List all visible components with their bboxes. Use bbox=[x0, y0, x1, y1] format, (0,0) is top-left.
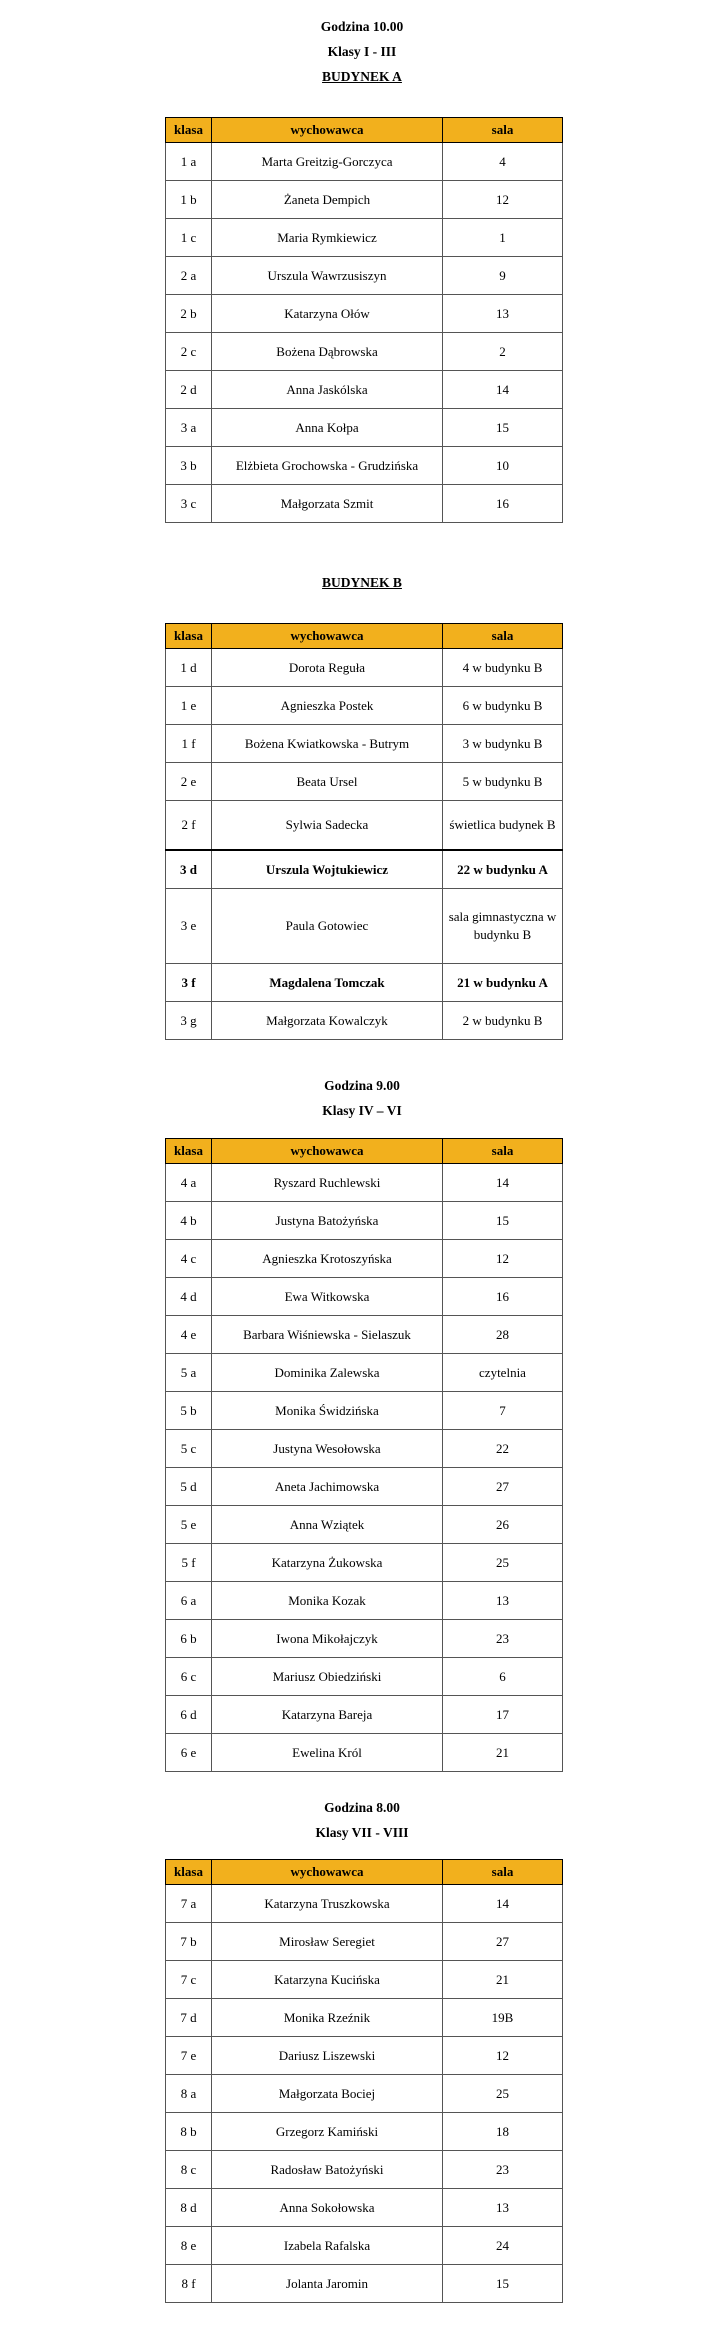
table-row bbox=[166, 763, 563, 801]
cell-klasa: 5 b bbox=[166, 1392, 212, 1430]
table-row bbox=[166, 2189, 563, 2227]
section-4-headings bbox=[0, 1795, 724, 1845]
cell-wychowawca: Małgorzata Bociej bbox=[212, 2075, 443, 2113]
cell-sala: 13 bbox=[443, 1582, 563, 1620]
table-row bbox=[166, 371, 563, 409]
cell-sala: 22 bbox=[443, 1430, 563, 1468]
cell-sala: 18 bbox=[443, 2113, 563, 2151]
cell-sala: 23 bbox=[443, 1620, 563, 1658]
cell-sala: 2 bbox=[443, 333, 563, 371]
table-row bbox=[166, 1544, 563, 1582]
cell-sala: 6 bbox=[443, 1658, 563, 1696]
building-heading: BUDYNEK A bbox=[322, 69, 402, 84]
header-wychowawca: wychowawca bbox=[212, 624, 443, 649]
table-row bbox=[166, 687, 563, 725]
table-klasy-vii-viii bbox=[165, 1859, 563, 2303]
cell-klasa: 6 b bbox=[166, 1620, 212, 1658]
cell-wychowawca: Monika Kozak bbox=[212, 1582, 443, 1620]
table-row bbox=[166, 850, 563, 889]
cell-wychowawca: Katarzyna Żukowska bbox=[212, 1544, 443, 1582]
header-wychowawca: wychowawca bbox=[212, 1139, 443, 1164]
table-row bbox=[166, 964, 563, 1002]
cell-sala: 17 bbox=[443, 1696, 563, 1734]
building-heading: BUDYNEK B bbox=[322, 575, 402, 590]
table-row bbox=[166, 1885, 563, 1923]
cell-klasa: 2 b bbox=[166, 295, 212, 333]
time-heading: Godzina 9.00 bbox=[324, 1078, 400, 1093]
header-sala: sala bbox=[443, 624, 563, 649]
table-row bbox=[166, 181, 563, 219]
cell-klasa: 8 a bbox=[166, 2075, 212, 2113]
cell-klasa: 2 c bbox=[166, 333, 212, 371]
cell-sala: 5 w budynku B bbox=[443, 763, 563, 801]
cell-sala: 10 bbox=[443, 447, 563, 485]
table-row bbox=[166, 889, 563, 964]
cell-sala: 21 bbox=[443, 1961, 563, 1999]
cell-sala: 13 bbox=[443, 2189, 563, 2227]
table-building-b bbox=[165, 623, 563, 1040]
header-sala: sala bbox=[443, 1860, 563, 1885]
cell-klasa: 3 g bbox=[166, 1002, 212, 1040]
table-row bbox=[166, 801, 563, 851]
cell-klasa: 3 e bbox=[166, 889, 212, 964]
cell-sala: 25 bbox=[443, 2075, 563, 2113]
cell-wychowawca: Beata Ursel bbox=[212, 763, 443, 801]
cell-sala: 4 bbox=[443, 143, 563, 181]
cell-sala: 2 w budynku B bbox=[443, 1002, 563, 1040]
cell-wychowawca: Małgorzata Kowalczyk bbox=[212, 1002, 443, 1040]
cell-klasa: 3 b bbox=[166, 447, 212, 485]
cell-klasa: 5 e bbox=[166, 1506, 212, 1544]
header-klasa: klasa bbox=[166, 118, 212, 143]
table-row bbox=[166, 1164, 563, 1202]
table-building-a bbox=[165, 117, 563, 523]
cell-wychowawca: Agnieszka Krotoszyńska bbox=[212, 1240, 443, 1278]
cell-klasa: 1 d bbox=[166, 649, 212, 687]
cell-klasa: 7 a bbox=[166, 1885, 212, 1923]
table-row bbox=[166, 143, 563, 181]
cell-wychowawca: Anna Sokołowska bbox=[212, 2189, 443, 2227]
header-wychowawca: wychowawca bbox=[212, 1860, 443, 1885]
table-row bbox=[166, 1961, 563, 1999]
table-row bbox=[166, 295, 563, 333]
cell-sala: 16 bbox=[443, 485, 563, 523]
cell-wychowawca: Dariusz Liszewski bbox=[212, 2037, 443, 2075]
cell-sala: 14 bbox=[443, 1885, 563, 1923]
cell-wychowawca: Bożena Dąbrowska bbox=[212, 333, 443, 371]
classes-heading: Klasy IV – VI bbox=[322, 1103, 402, 1118]
table-row bbox=[166, 1468, 563, 1506]
cell-klasa: 8 c bbox=[166, 2151, 212, 2189]
cell-sala: 28 bbox=[443, 1316, 563, 1354]
table-row bbox=[166, 409, 563, 447]
cell-wychowawca: Magdalena Tomczak bbox=[212, 964, 443, 1002]
table-row bbox=[166, 1354, 563, 1392]
cell-wychowawca: Maria Rymkiewicz bbox=[212, 219, 443, 257]
cell-sala: 6 w budynku B bbox=[443, 687, 563, 725]
table-row bbox=[166, 1202, 563, 1240]
cell-sala: świetlica budynek B bbox=[443, 801, 563, 851]
cell-klasa: 6 d bbox=[166, 1696, 212, 1734]
cell-wychowawca: Dorota Reguła bbox=[212, 649, 443, 687]
table-row bbox=[166, 257, 563, 295]
header-klasa: klasa bbox=[166, 1139, 212, 1164]
cell-klasa: 5 d bbox=[166, 1468, 212, 1506]
cell-wychowawca: Urszula Wojtukiewicz bbox=[212, 850, 443, 889]
table-row bbox=[166, 2113, 563, 2151]
cell-klasa: 2 e bbox=[166, 763, 212, 801]
cell-klasa: 7 c bbox=[166, 1961, 212, 1999]
cell-wychowawca: Barbara Wiśniewska - Sielaszuk bbox=[212, 1316, 443, 1354]
table-row bbox=[166, 1430, 563, 1468]
cell-wychowawca: Katarzyna Bareja bbox=[212, 1696, 443, 1734]
cell-wychowawca: Ewa Witkowska bbox=[212, 1278, 443, 1316]
cell-wychowawca: Justyna Batożyńska bbox=[212, 1202, 443, 1240]
cell-klasa: 1 e bbox=[166, 687, 212, 725]
table-row bbox=[166, 1696, 563, 1734]
cell-sala: czytelnia bbox=[443, 1354, 563, 1392]
cell-wychowawca: Katarzyna Ołów bbox=[212, 295, 443, 333]
cell-wychowawca: Aneta Jachimowska bbox=[212, 1468, 443, 1506]
cell-wychowawca: Anna Kołpa bbox=[212, 409, 443, 447]
cell-klasa: 1 c bbox=[166, 219, 212, 257]
table-row bbox=[166, 2151, 563, 2189]
table-row bbox=[166, 1999, 563, 2037]
cell-klasa: 1 b bbox=[166, 181, 212, 219]
cell-wychowawca: Monika Świdzińska bbox=[212, 1392, 443, 1430]
cell-klasa: 7 b bbox=[166, 1923, 212, 1961]
cell-sala: 15 bbox=[443, 1202, 563, 1240]
cell-sala: 15 bbox=[443, 409, 563, 447]
table-row bbox=[166, 1620, 563, 1658]
table-row bbox=[166, 2037, 563, 2075]
cell-wychowawca: Katarzyna Kucińska bbox=[212, 1961, 443, 1999]
classes-heading: Klasy I - III bbox=[327, 44, 397, 59]
cell-wychowawca: Grzegorz Kamiński bbox=[212, 2113, 443, 2151]
cell-klasa: 1 a bbox=[166, 143, 212, 181]
cell-wychowawca: Monika Rzeźnik bbox=[212, 1999, 443, 2037]
cell-klasa: 8 f bbox=[166, 2265, 212, 2303]
cell-sala: 12 bbox=[443, 181, 563, 219]
cell-wychowawca: Sylwia Sadecka bbox=[212, 801, 443, 851]
cell-sala: 14 bbox=[443, 371, 563, 409]
table-row bbox=[166, 1002, 563, 1040]
cell-sala: 4 w budynku B bbox=[443, 649, 563, 687]
table-row bbox=[166, 2075, 563, 2113]
table-klasy-iv-vi bbox=[165, 1138, 563, 1772]
cell-klasa: 4 a bbox=[166, 1164, 212, 1202]
time-heading: Godzina 8.00 bbox=[324, 1800, 400, 1815]
cell-wychowawca: Mariusz Obiedziński bbox=[212, 1658, 443, 1696]
table-row bbox=[166, 2227, 563, 2265]
table-row bbox=[166, 649, 563, 687]
cell-klasa: 7 e bbox=[166, 2037, 212, 2075]
cell-sala: 13 bbox=[443, 295, 563, 333]
cell-wychowawca: Dominika Zalewska bbox=[212, 1354, 443, 1392]
cell-sala: 24 bbox=[443, 2227, 563, 2265]
cell-klasa: 3 d bbox=[166, 850, 212, 889]
cell-wychowawca: Iwona Mikołajczyk bbox=[212, 1620, 443, 1658]
cell-klasa: 4 e bbox=[166, 1316, 212, 1354]
cell-klasa: 8 d bbox=[166, 2189, 212, 2227]
classes-heading: Klasy VII - VIII bbox=[315, 1825, 409, 1840]
cell-klasa: 3 f bbox=[166, 964, 212, 1002]
table-row bbox=[166, 2265, 563, 2303]
cell-wychowawca: Małgorzata Szmit bbox=[212, 485, 443, 523]
cell-sala: 15 bbox=[443, 2265, 563, 2303]
cell-sala: 12 bbox=[443, 1240, 563, 1278]
cell-klasa: 3 a bbox=[166, 409, 212, 447]
cell-klasa: 2 a bbox=[166, 257, 212, 295]
cell-klasa: 8 b bbox=[166, 2113, 212, 2151]
cell-sala: 25 bbox=[443, 1544, 563, 1582]
table-row bbox=[166, 219, 563, 257]
cell-sala: 7 bbox=[443, 1392, 563, 1430]
cell-wychowawca: Justyna Wesołowska bbox=[212, 1430, 443, 1468]
cell-sala: 12 bbox=[443, 2037, 563, 2075]
header-klasa: klasa bbox=[166, 624, 212, 649]
header-sala: sala bbox=[443, 118, 563, 143]
cell-klasa: 6 a bbox=[166, 1582, 212, 1620]
cell-wychowawca: Paula Gotowiec bbox=[212, 889, 443, 964]
cell-wychowawca: Anna Wziątek bbox=[212, 1506, 443, 1544]
cell-wychowawca: Izabela Rafalska bbox=[212, 2227, 443, 2265]
cell-sala: 1 bbox=[443, 219, 563, 257]
cell-sala: 21 w budynku A bbox=[443, 964, 563, 1002]
table-row bbox=[166, 1278, 563, 1316]
table-row bbox=[166, 1734, 563, 1772]
cell-wychowawca: Marta Greitzig-Gorczyca bbox=[212, 143, 443, 181]
table-row bbox=[166, 1658, 563, 1696]
cell-sala: 19B bbox=[443, 1999, 563, 2037]
cell-wychowawca: Ewelina Król bbox=[212, 1734, 443, 1772]
cell-sala: 3 w budynku B bbox=[443, 725, 563, 763]
table-row bbox=[166, 1316, 563, 1354]
table-row bbox=[166, 1392, 563, 1430]
header-klasa: klasa bbox=[166, 1860, 212, 1885]
cell-wychowawca: Agnieszka Postek bbox=[212, 687, 443, 725]
cell-sala: sala gimnastyczna w budynku B bbox=[443, 889, 563, 964]
section-1-headings bbox=[0, 14, 724, 89]
cell-sala: 21 bbox=[443, 1734, 563, 1772]
table-row bbox=[166, 1506, 563, 1544]
cell-klasa: 6 c bbox=[166, 1658, 212, 1696]
cell-wychowawca: Żaneta Dempich bbox=[212, 181, 443, 219]
cell-klasa: 4 c bbox=[166, 1240, 212, 1278]
cell-wychowawca: Anna Jaskólska bbox=[212, 371, 443, 409]
cell-sala: 9 bbox=[443, 257, 563, 295]
section-2-headings bbox=[0, 570, 724, 595]
cell-klasa: 7 d bbox=[166, 1999, 212, 2037]
cell-sala: 27 bbox=[443, 1923, 563, 1961]
cell-sala: 26 bbox=[443, 1506, 563, 1544]
table-row bbox=[166, 447, 563, 485]
cell-klasa: 5 f bbox=[166, 1544, 212, 1582]
cell-wychowawca: Bożena Kwiatkowska - Butrym bbox=[212, 725, 443, 763]
table-row bbox=[166, 1923, 563, 1961]
cell-wychowawca: Elżbieta Grochowska - Grudzińska bbox=[212, 447, 443, 485]
cell-sala: 27 bbox=[443, 1468, 563, 1506]
cell-wychowawca: Katarzyna Truszkowska bbox=[212, 1885, 443, 1923]
table-row bbox=[166, 485, 563, 523]
cell-wychowawca: Jolanta Jaromin bbox=[212, 2265, 443, 2303]
header-wychowawca: wychowawca bbox=[212, 118, 443, 143]
cell-sala: 16 bbox=[443, 1278, 563, 1316]
cell-klasa: 3 c bbox=[166, 485, 212, 523]
table-row bbox=[166, 333, 563, 371]
section-3-headings bbox=[0, 1073, 724, 1123]
cell-wychowawca: Ryszard Ruchlewski bbox=[212, 1164, 443, 1202]
time-heading: Godzina 10.00 bbox=[320, 19, 404, 34]
cell-klasa: 4 d bbox=[166, 1278, 212, 1316]
cell-klasa: 6 e bbox=[166, 1734, 212, 1772]
cell-sala: 23 bbox=[443, 2151, 563, 2189]
cell-klasa: 1 f bbox=[166, 725, 212, 763]
cell-wychowawca: Urszula Wawrzusiszyn bbox=[212, 257, 443, 295]
cell-wychowawca: Radosław Batożyński bbox=[212, 2151, 443, 2189]
cell-klasa: 5 c bbox=[166, 1430, 212, 1468]
cell-klasa: 8 e bbox=[166, 2227, 212, 2265]
cell-sala: 14 bbox=[443, 1164, 563, 1202]
cell-klasa: 2 f bbox=[166, 801, 212, 851]
table-row bbox=[166, 1240, 563, 1278]
cell-klasa: 2 d bbox=[166, 371, 212, 409]
cell-klasa: 4 b bbox=[166, 1202, 212, 1240]
cell-wychowawca: Mirosław Seregiet bbox=[212, 1923, 443, 1961]
table-row bbox=[166, 1582, 563, 1620]
cell-sala: 22 w budynku A bbox=[443, 850, 563, 889]
header-sala: sala bbox=[443, 1139, 563, 1164]
cell-klasa: 5 a bbox=[166, 1354, 212, 1392]
table-row bbox=[166, 725, 563, 763]
